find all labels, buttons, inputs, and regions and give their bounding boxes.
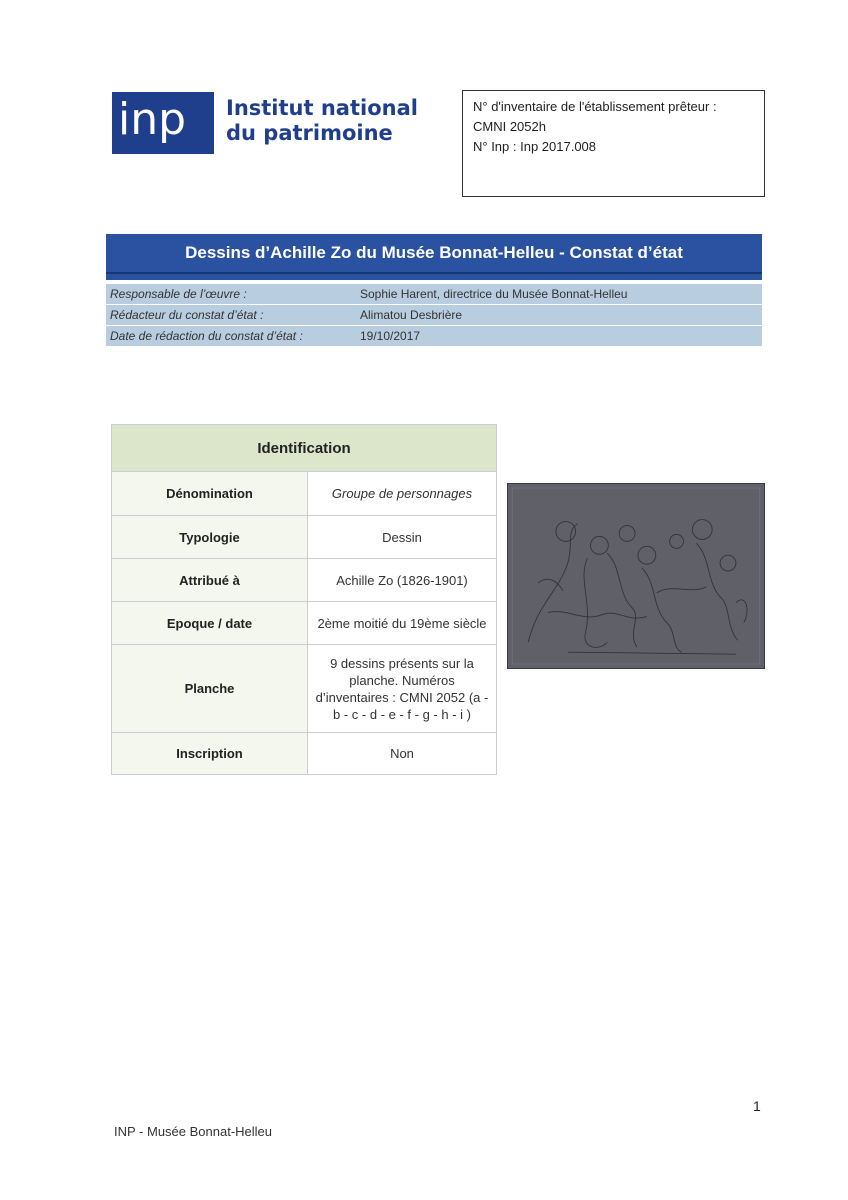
table-row bbox=[112, 602, 497, 645]
row-value: Achille Zo (1826-1901) bbox=[308, 559, 497, 602]
table-row bbox=[112, 645, 497, 733]
document-title: Dessins d’Achille Zo du Musée Bonnat-Helleu - Constat d’état bbox=[185, 243, 683, 262]
meta-label: Date de rédaction du constat d’état : bbox=[110, 329, 303, 343]
drawing-sketch bbox=[508, 484, 764, 668]
table-row bbox=[112, 733, 497, 775]
row-value: Dessin bbox=[308, 516, 497, 559]
inventory-line2: CMNI 2052h bbox=[473, 119, 546, 134]
inp-logo-name bbox=[226, 96, 418, 146]
page-footer: INP - Musée Bonnat-Helleu bbox=[114, 1124, 273, 1139]
row-label: Planche bbox=[112, 645, 308, 733]
meta-value: Sophie Harent, directrice du Musée Bonnat-Helleu bbox=[360, 287, 628, 301]
row-value: 2ème moitié du 19ème siècle bbox=[308, 602, 497, 645]
meta-label: Rédacteur du constat d’état : bbox=[110, 308, 264, 322]
page-number: 1 bbox=[753, 1098, 761, 1114]
drawing-photo bbox=[507, 483, 765, 669]
inventory-line1: N° d'inventaire de l'établissement prêteur : bbox=[473, 99, 717, 114]
table-row bbox=[112, 516, 497, 559]
meta-row bbox=[106, 305, 762, 326]
logo-name-line1: Institut national bbox=[226, 96, 418, 120]
table-row bbox=[112, 472, 497, 516]
document-title-band bbox=[106, 234, 762, 280]
table-row bbox=[112, 559, 497, 602]
inventory-box bbox=[462, 90, 765, 197]
row-label: Typologie bbox=[112, 516, 308, 559]
meta-row bbox=[106, 284, 762, 305]
row-value: 9 dessins présents sur la planche. Numéros d’inventaires : CMNI 2052 (a - b - c - d - e - f - g - h - i ) bbox=[308, 645, 497, 733]
meta-row bbox=[106, 326, 762, 347]
identification-heading: Identification bbox=[112, 425, 497, 472]
inventory-line3: N° Inp : Inp 2017.008 bbox=[473, 139, 597, 154]
row-label: Dénomination bbox=[112, 472, 308, 516]
row-label: Epoque / date bbox=[112, 602, 308, 645]
title-stripe bbox=[106, 272, 762, 274]
row-value: Groupe de personnages bbox=[308, 472, 497, 516]
meta-label: Responsable de l’œuvre : bbox=[110, 287, 247, 301]
meta-value: Alimatou Desbrière bbox=[360, 308, 463, 322]
row-label: Attribué à bbox=[112, 559, 308, 602]
row-label: Inscription bbox=[112, 733, 308, 775]
row-value: Non bbox=[308, 733, 497, 775]
metadata-block bbox=[106, 284, 762, 347]
meta-value: 19/10/2017 bbox=[360, 329, 421, 343]
inp-logo-mark: inp bbox=[112, 92, 214, 154]
logo-name-line2: du patrimoine bbox=[226, 121, 393, 145]
identification-table bbox=[111, 424, 497, 775]
